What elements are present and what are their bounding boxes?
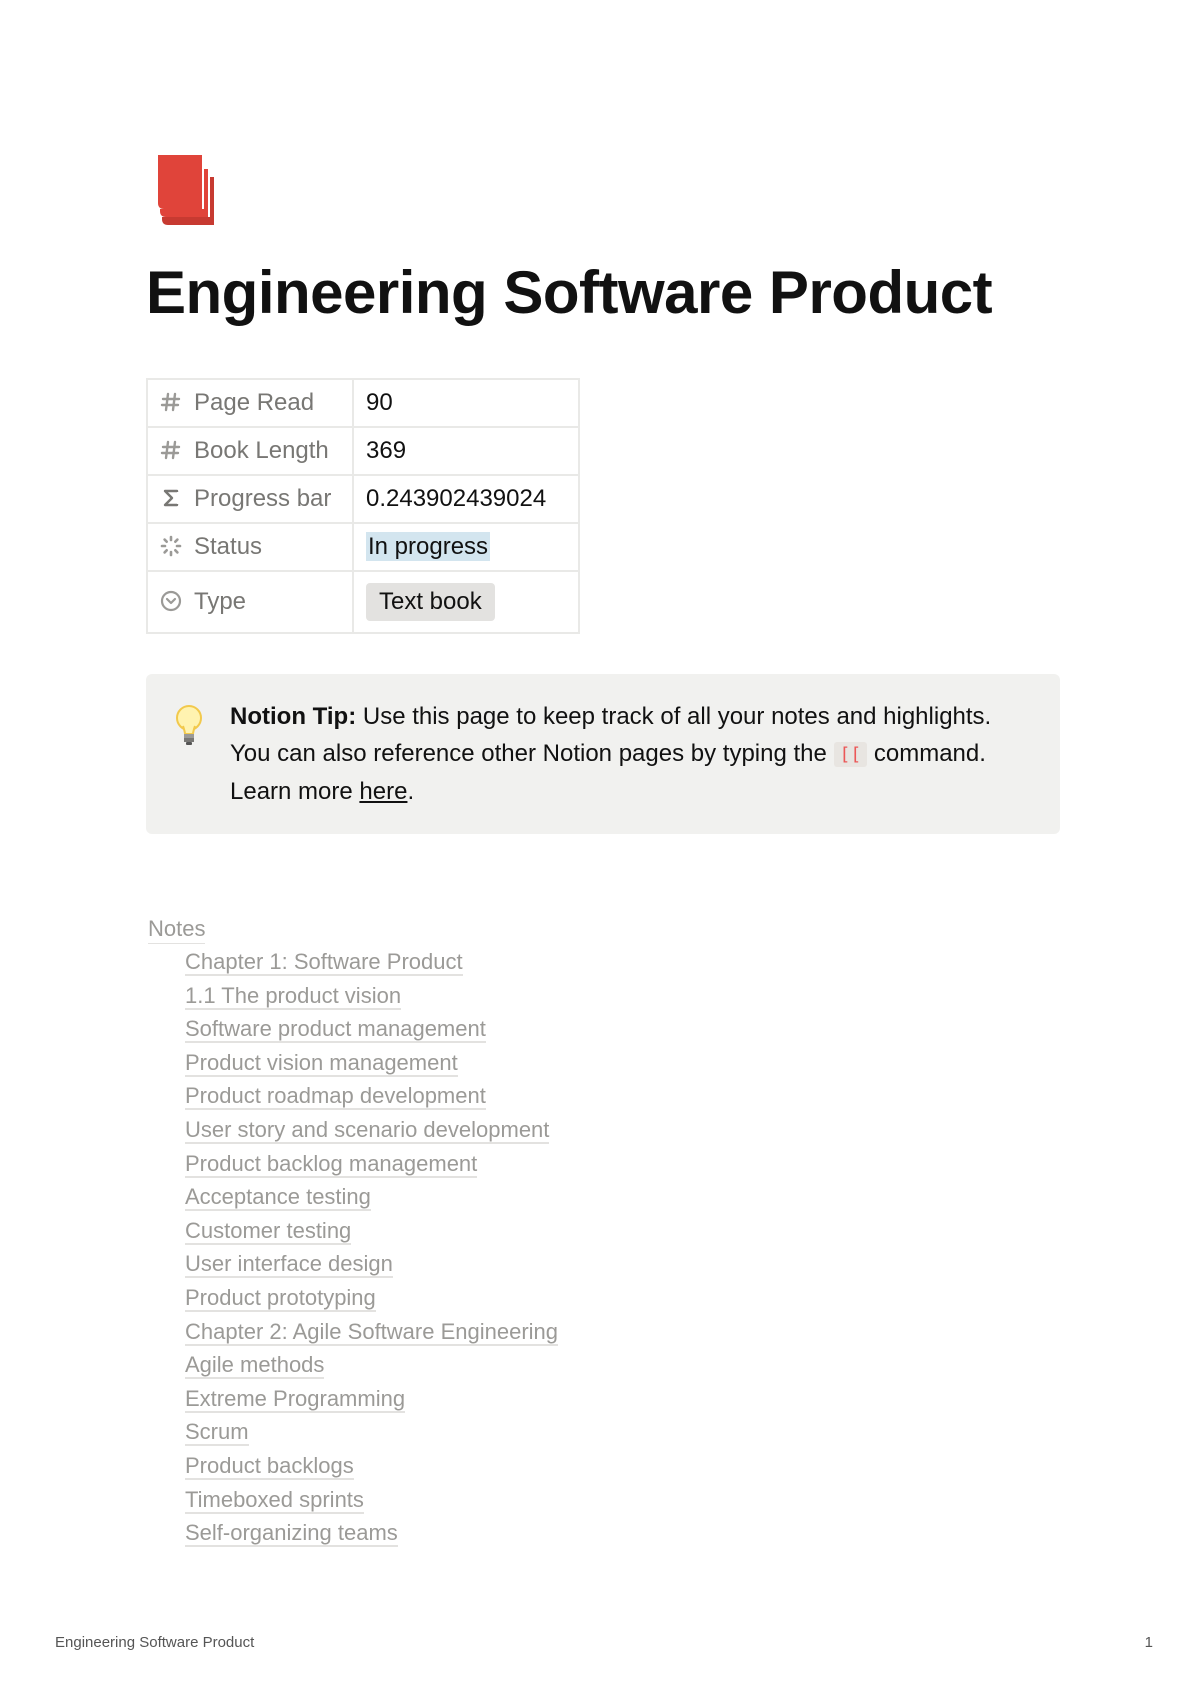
note-link[interactable]: Software product management [185, 1016, 486, 1042]
footer-title: Engineering Software Product [55, 1634, 255, 1651]
note-link[interactable]: Chapter 1: Software Product [185, 949, 463, 974]
property-value[interactable]: 90 [353, 379, 579, 427]
list-item [185, 1417, 558, 1451]
property-row-type[interactable] [147, 571, 579, 633]
list-item [185, 947, 558, 981]
note-link[interactable]: User story and scenario development [185, 1116, 550, 1142]
here-link[interactable]: here [359, 778, 408, 805]
sigma-icon [160, 487, 182, 509]
notes-list [185, 947, 558, 1552]
list-item [185, 981, 558, 1015]
lightbulb-icon [174, 704, 204, 748]
notion-tip-callout [146, 674, 1060, 834]
note-link[interactable]: Customer testing [185, 1217, 352, 1243]
number-icon [160, 439, 182, 461]
status-badge[interactable]: In progress [368, 533, 489, 560]
note-link[interactable]: Product roadmap development [185, 1083, 486, 1109]
property-label: Status [194, 533, 263, 560]
property-label: Page Read [194, 389, 315, 416]
note-link[interactable]: Product vision management [185, 1049, 458, 1075]
property-row-page-read[interactable] [147, 379, 579, 427]
list-item [185, 1283, 558, 1317]
note-link[interactable]: Product backlogs [185, 1452, 354, 1478]
notes-heading[interactable]: Notes [148, 915, 205, 944]
note-link[interactable]: Acceptance testing [185, 1184, 371, 1210]
list-item [185, 1014, 558, 1048]
note-link[interactable]: Extreme Programming [185, 1385, 406, 1411]
property-row-status[interactable] [147, 523, 579, 571]
select-icon [160, 590, 182, 612]
type-tag[interactable]: Text book [366, 583, 495, 621]
note-link[interactable]: Self-organizing teams [185, 1520, 398, 1546]
note-link[interactable]: Timeboxed sprints [185, 1486, 364, 1512]
callout-bold-label: Notion Tip: [230, 703, 357, 730]
page-title: Engineering Software Product [146, 259, 993, 326]
list-item [185, 1518, 558, 1552]
list-item [185, 1216, 558, 1250]
note-link[interactable]: Product backlog management [185, 1150, 478, 1176]
list-item [185, 1451, 558, 1485]
status-icon [160, 535, 182, 557]
property-label: Book Length [194, 437, 329, 464]
list-item [185, 1317, 558, 1351]
properties-table [146, 378, 580, 634]
list-item [185, 1384, 558, 1418]
list-item [185, 1081, 558, 1115]
list-item [185, 1182, 558, 1216]
list-item [185, 1149, 558, 1183]
list-item [185, 1115, 558, 1149]
note-link[interactable]: 1.1 The product vision [185, 982, 402, 1008]
callout-text: Notion Tip: Use this page to keep track of all your notes and highlights. You can also reference other Notion pages by typing the [[ command. Learn more here. [230, 703, 992, 805]
list-item [185, 1048, 558, 1082]
property-label: Progress bar [194, 485, 332, 512]
list-item [185, 1249, 558, 1283]
property-row-progress-bar[interactable] [147, 475, 579, 523]
list-item [185, 1350, 558, 1384]
inline-code: [[ [834, 742, 868, 767]
property-value[interactable]: 369 [353, 427, 579, 475]
red-book-icon [158, 155, 222, 225]
note-link[interactable]: Product prototyping [185, 1284, 376, 1310]
property-label: Type [194, 588, 247, 615]
note-link[interactable]: Agile methods [185, 1352, 325, 1378]
property-value[interactable]: 0.243902439024 [353, 475, 579, 523]
note-link[interactable]: Scrum [185, 1419, 249, 1445]
list-item [185, 1485, 558, 1519]
note-link[interactable]: Chapter 2: Agile Software Engineering [185, 1318, 559, 1344]
note-link[interactable]: User interface design [185, 1251, 393, 1277]
footer-page-number: 1 [1144, 1634, 1153, 1651]
number-icon [160, 391, 182, 413]
property-row-book-length[interactable] [147, 427, 579, 475]
